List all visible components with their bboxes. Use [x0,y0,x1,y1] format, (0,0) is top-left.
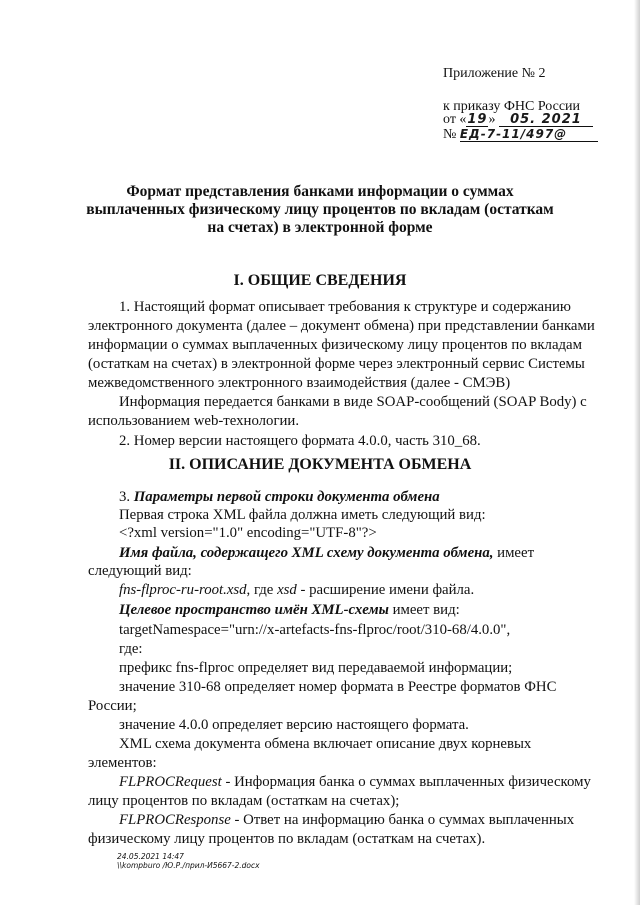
xsd-filename: fns-flproc-ru-root.xsd [119,582,247,598]
response-line-2: физическому лицу процентов по вкладам (остаткам на счетах). [88,831,486,847]
response-tail: - Ответ на информацию банка о суммах выплаченных [230,812,575,828]
request-line-1 [119,773,591,792]
section-1-p1-line-5: межведомственного электронного взаимодействия (далее - СМЭВ) [88,375,511,391]
annex-date-prefix: от « [443,112,467,127]
namespace-bold: Целевое пространство имён XML-схемы [119,602,389,618]
namespace-heading [119,601,460,620]
value-format-line-2: России; [88,698,137,714]
section-1-p1-line-1: 1. Настоящий формат описывает требования к структуре и содержанию [119,299,571,315]
section-1-p2-line-1: Информация передается банками в виде SOAP-сообщений (SOAP Body) с [119,394,587,410]
first-line-text: Первая строка XML файла должна иметь следующий вид: [119,507,486,523]
request-name: FLPROCRequest [119,774,222,790]
xsd-tail: - расширение имени файла. [296,582,475,598]
prefix-line: префикс fns-flproc определяет вид передаваемой информации; [119,660,513,676]
annex-date [443,112,593,128]
item-3-title: Параметры первой строки документа обмена [133,489,440,505]
namespace-value: targetNamespace="urn://x-artefacts-fns-flproc/root/310-68/4.0.0", [119,622,511,638]
item-3-number: 3. [119,489,134,505]
response-name: FLPROCResponse [119,812,231,828]
xml-schema-line-1: XML схема документа обмена включает описание двух корневых [119,736,532,752]
xml-schema-line-2: элементов: [88,755,157,771]
section-1-p1-line-3: информации о суммах выплаченных физическому лицу процентов по вкладам [88,337,582,353]
annex-order-ref: к приказу ФНС России [443,99,581,114]
namespace-tail: имеет вид: [388,602,460,618]
request-line-2: лицу процентов по вкладам (остаткам на счетах); [88,793,400,809]
filename-line-1 [119,544,534,563]
page-edge-shadow [634,0,640,905]
annex-date-month-year: 05. 2021 [499,113,593,127]
xsd-ext: xsd [277,582,297,598]
filename-line-2: следующий вид: [88,563,192,579]
filename-bold: Имя файла, содержащего XML схему документа обмена, [119,545,494,561]
request-tail: - Информация банка о суммах выплаченных физическому [221,774,591,790]
xml-declaration: <?xml version="1.0" encoding="UTF-8"?> [119,525,377,541]
footer-datetime: 24.05.2021 14:47 [117,852,184,861]
footer-file-path: \\kompburo /Ю.Р./прил-И5667-2.docx [117,861,260,870]
doc-title-line-1: Формат представления банками информации о суммах [126,183,514,200]
filename-tail: имеет [493,545,535,561]
section-1-p1-line-2: электронного документа (далее – документ обмена) при представлении банками [88,318,595,334]
section-1-p1-line-4: (остаткам на счетах) в электронной форме через электронный сервис Системы [88,356,585,372]
doc-title-line-2: выплаченных физическому лицу процентов по вкладам (остаткам [86,201,554,218]
section-1-p3: 2. Номер версии настоящего формата 4.0.0, часть 310_68. [119,433,481,449]
section-2-heading: II. ОПИСАНИЕ ДОКУМЕНТА ОБМЕНА [168,456,472,473]
section-1-heading: I. ОБЩИЕ СВЕДЕНИЯ [233,272,407,289]
value-version-line: значение 4.0.0 определяет версию настоящего формата. [119,717,469,733]
annex-date-day: 19 [467,112,488,127]
annex-number-value: ЕД-7-11/497@ [460,128,598,142]
annex-number [443,127,598,143]
annex-title: Приложение № 2 [443,66,546,81]
doc-title-line-3: на счетах) в электронной форме [207,219,433,236]
response-line-1 [119,811,574,830]
section-1-p2-line-2: использованием web-технологии. [88,413,300,429]
namespace-where: где: [119,641,143,657]
xsd-mid: , где [246,582,278,598]
annex-date-mid: » [488,112,496,127]
annex-number-prefix: № [443,127,457,142]
item-3-heading [119,488,440,507]
value-format-line-1: значение 310-68 определяет номер формата в Реестре форматов ФНС [119,679,557,695]
xsd-line [119,581,474,600]
